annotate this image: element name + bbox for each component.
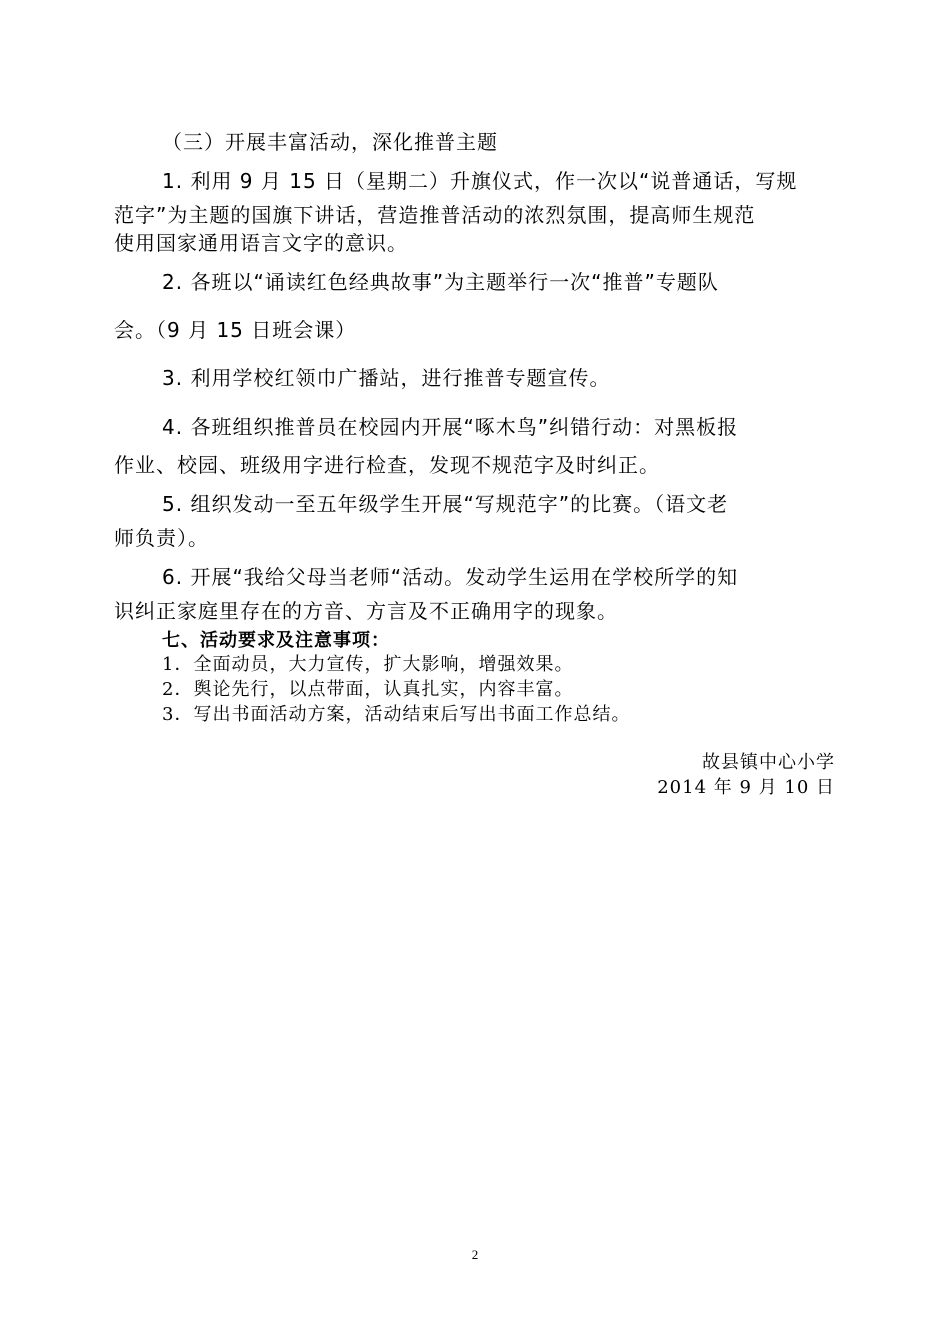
page-number: 2 <box>471 1247 479 1262</box>
item2-line1: 2. 各班以“诵读红色经典故事”为主题举行一次“推普”专题队 <box>162 270 719 294</box>
item2-line2: 会。（9 月 15 日班会课） <box>114 318 357 342</box>
section7-item-1: 1．全面动员，大力宣传，扩大影响，增强效果。 <box>162 654 574 675</box>
section7-heading: 七、活动要求及注意事项： <box>162 630 390 651</box>
item1-line3: 使用国家通用语言文字的意识。 <box>114 231 408 255</box>
section7-item-2: 2．舆论先行，以点带面，认真扎实，内容丰富。 <box>162 679 574 700</box>
item1-line2: 范字”为主题的国旗下讲话，营造推普活动的浓烈氛围，提高师生规范 <box>114 203 756 227</box>
signature-date: 2014 年 9 月 10 日 <box>657 777 835 798</box>
item5-line2: 师负责）。 <box>114 526 209 550</box>
section3-heading: （三）开展丰富活动，深化推普主题 <box>162 130 498 154</box>
section7-item-3: 3．写出书面活动方案，活动结束后写出书面工作总结。 <box>162 704 631 725</box>
item6-line2: 识纠正家庭里存在的方音、方言及不正确用字的现象。 <box>114 599 618 623</box>
item5-line1: 5. 组织发动一至五年级学生开展“写规范字”的比赛。（语文老 <box>162 492 729 516</box>
signature-org: 故县镇中心小学 <box>702 752 835 773</box>
item4-line1: 4. 各班组织推普员在校园内开展“啄木鸟”纠错行动：对黑板报 <box>162 415 739 439</box>
item3-line1: 3. 利用学校红领巾广播站，进行推普专题宣传。 <box>162 366 611 390</box>
item6-line1: 6. 开展“我给父母当老师“活动。发动学生运用在学校所学的知 <box>162 565 739 589</box>
item4-line2: 作业、校园、班级用字进行检查，发现不规范字及时纠正。 <box>114 453 660 477</box>
item1-line1: 1. 利用 9 月 15 日（星期二）升旗仪式，作一次以“说普通话，写规 <box>162 169 798 193</box>
